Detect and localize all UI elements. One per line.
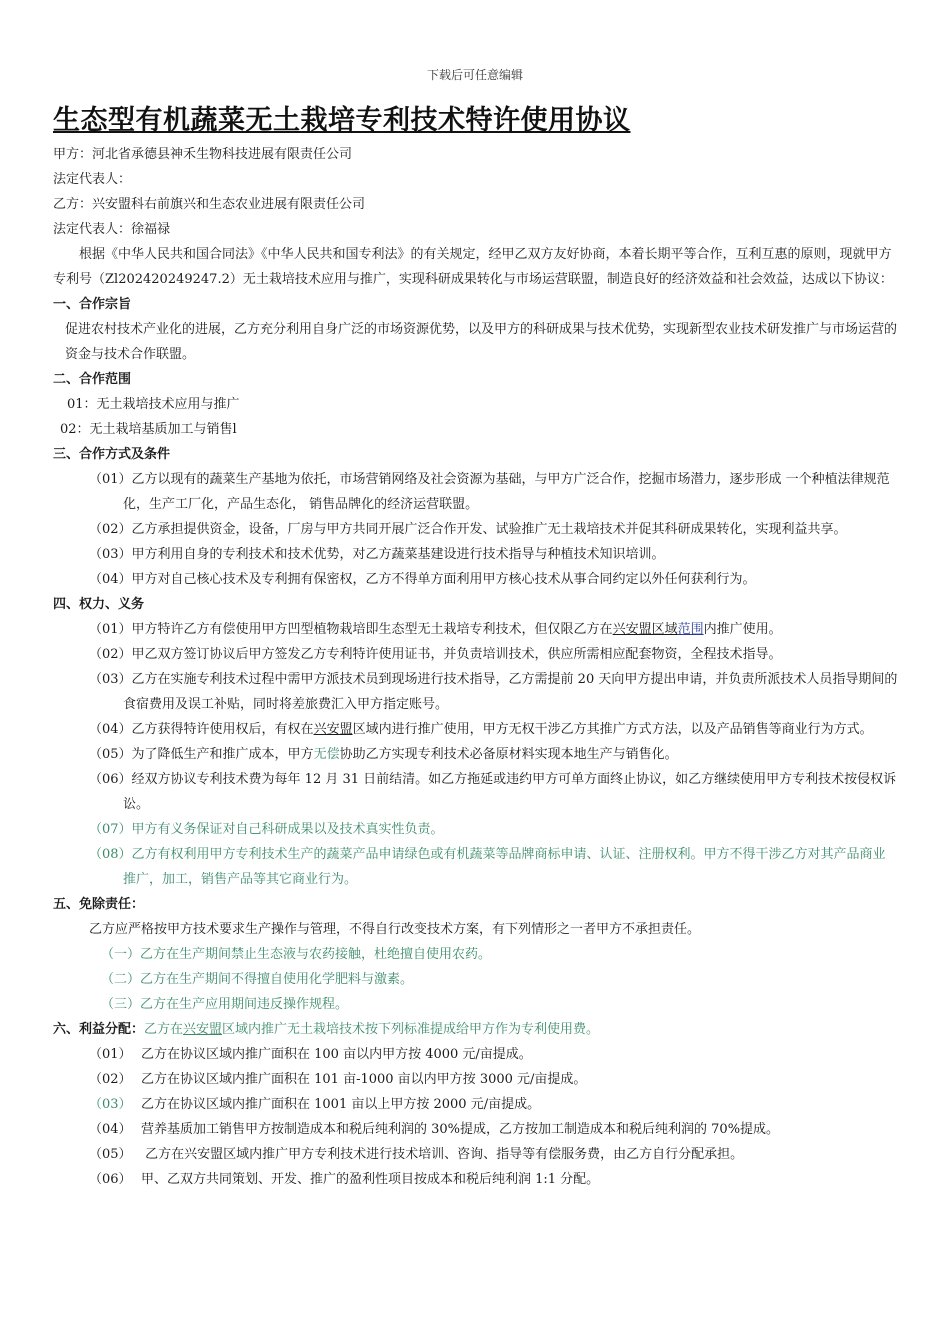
party-b: 乙方：兴安盟科右前旗兴和生态农业进展有限责任公司 xyxy=(53,197,366,212)
rights-item: （04）乙方获得特许使用权后，有权在兴安盟区域内进行推广使用，甲方无权干涉乙方其推广方式方法，以及产品销售等商业行为方式。 xyxy=(89,722,873,737)
section-6-heading-line: 六、利益分配：乙方在兴安盟区域内推广无土栽培技术按下列标准提成给甲方作为专利使用费。 xyxy=(53,1022,600,1037)
region-name: 兴安盟区域 xyxy=(612,622,678,637)
section-3-heading: 三、合作方式及条件 xyxy=(53,447,171,462)
section-1-text: 促进农村技术产业化的进展，乙方充分利用自身广泛的市场资源优势，以及甲方的科研成果与技术优势，实现新型农业技术研发推广与市场运营的资金与技术合作联盟。 xyxy=(65,322,898,362)
distribution-item: （06） 甲、乙双方共同策划、开发、推广的盈利性项目按成本和税后纯利润 1:1 分配。 xyxy=(89,1172,600,1187)
party-a: 甲方：河北省承德县神禾生物科技进展有限责任公司 xyxy=(53,147,353,162)
cooperation-item: （03）甲方利用自身的专利技术和技术优势，对乙方蔬菜基建设进行技术指导与种植技术知识培训。 xyxy=(89,547,665,562)
document-body xyxy=(53,142,898,1192)
rights-item: （02）甲乙双方签订协议后甲方签发乙方专利特许使用证书，并负责培训技术，供应所需相应配套物资，全程技术指导。 xyxy=(89,647,782,662)
region-name: 兴安盟 xyxy=(183,1022,223,1037)
party-b-representative: 法定代表人：徐福禄 xyxy=(53,222,171,237)
rights-item: （05）为了降低生产和推广成本，甲方无偿协助乙方实现专利技术必备原材料实现本地生产与销售化。 xyxy=(89,747,678,762)
section-6-heading: 六、利益分配： xyxy=(53,1022,145,1037)
distribution-item: （04） 营养基质加工销售甲方按制造成本和税后纯利润的 30%提成，乙方按加工制造成本和税后纯利润的 70%提成。 xyxy=(89,1122,780,1137)
exemption-item: （二）乙方在生产期间不得擅自使用化学肥料与激素。 xyxy=(101,972,414,987)
rights-item: （07）甲方有义务保证对自己科研成果以及技术真实性负责。 xyxy=(89,822,444,837)
party-a-representative: 法定代表人： xyxy=(53,172,132,187)
exemption-item: （三）乙方在生产应用期间违反操作规程。 xyxy=(101,997,349,1012)
rights-item: （01）甲方特许乙方有偿使用甲方凹型植物栽培即生态型无土栽培专利技术，但仅限乙方在兴安盟区域范围内推广使用。 xyxy=(89,622,782,637)
region-name: 兴安盟 xyxy=(313,722,353,737)
section-5-heading: 五、免除责任： xyxy=(53,897,145,912)
preamble-paragraph: 根据《中华人民共和国合同法》《中华人民共和国专利法》的有关规定，经甲乙双方友好协商，本着长期平等合作，互利互惠的原则，现就甲方专利号（Zl202420249247.2）无土栽培技术应用与推广，实现科研成果转化与市场运营联盟，制造良好的经济效益和社会效益，达成以下协议： xyxy=(53,247,893,287)
section-2-heading: 二、合作范围 xyxy=(53,372,132,387)
scope-item: 02：无土栽培基质加工与销售l xyxy=(60,422,237,437)
exemption-item: （一）乙方在生产期间禁止生态液与农药接触，杜绝擅自使用农药。 xyxy=(101,947,492,962)
distribution-item: （01） 乙方在协议区域内推广面积在 100 亩以内甲方按 4000 元/亩提成。 xyxy=(89,1047,532,1062)
document-title: 生态型有机蔬菜无土栽培专利技术特许使用协议 xyxy=(53,105,631,136)
cooperation-item: （02）乙方承担提供资金，设备，厂房与甲方共同开展广泛合作开发、试验推广无土栽培技术并促其科研成果转化，实现利益共享。 xyxy=(89,522,847,537)
rights-item: （06）经双方协议专利技术费为每年 12 月 31 日前结清。如乙方拖延或违约甲方可单方面终止协议，如乙方继续使用甲方专利技术按侵权诉讼。 xyxy=(89,772,897,812)
exemption-intro: 乙方应严格按甲方技术要求生产操作与管理，不得自行改变技术方案，有下列情形之一者甲方不承担责任。 xyxy=(89,922,701,937)
region-scope: 范围 xyxy=(677,622,704,637)
rights-item: （03）乙方在实施专利技术过程中需甲方派技术员到现场进行技术指导，乙方需提前 20 天向甲方提出申请，并负责所派技术人员指导期间的食宿费用及误工补贴，同时将差旅费汇入甲方指定账号。 xyxy=(89,672,898,712)
section-1-heading: 一、合作宗旨 xyxy=(53,297,132,312)
cooperation-item: （01）乙方以现有的蔬菜生产基地为依托，市场营销网络及社会资源为基础，与甲方广泛合作，挖掘市场潜力，逐步形成 一个种植法律规范化，生产工厂化，产品生态化， 销售品牌化的经济运营联盟。 xyxy=(89,472,890,512)
distribution-item: （05） 乙方在兴安盟区域内推广甲方专利技术进行技术培训、咨询、指导等有偿服务费，由乙方自行分配承担。 xyxy=(89,1147,744,1162)
section-4-heading: 四、权力、义务 xyxy=(53,597,145,612)
distribution-item: （03） 乙方在协议区域内推广面积在 1001 亩以上甲方按 2000 元/亩提成。 xyxy=(89,1097,541,1112)
header-note: 下载后可任意编辑 xyxy=(426,68,523,82)
scope-item: 01：无土栽培技术应用与推广 xyxy=(67,397,240,412)
cooperation-item: （04）甲方对自己核心技术及专利拥有保密权，乙方不得单方面利用甲方核心技术从事合同约定以外任何获利行为。 xyxy=(89,572,756,587)
free-of-charge-text: 无偿 xyxy=(313,747,340,762)
distribution-item: （02） 乙方在协议区域内推广面积在 101 亩-1000 亩以内甲方按 3000 元/亩提成。 xyxy=(89,1072,587,1087)
rights-item: （08）乙方有权利用甲方专利技术生产的蔬菜产品申请绿色或有机蔬菜等品牌商标申请、认证、注册权利。甲方不得干涉乙方对其产品商业推广，加工，销售产品等其它商业行为。 xyxy=(89,847,886,887)
